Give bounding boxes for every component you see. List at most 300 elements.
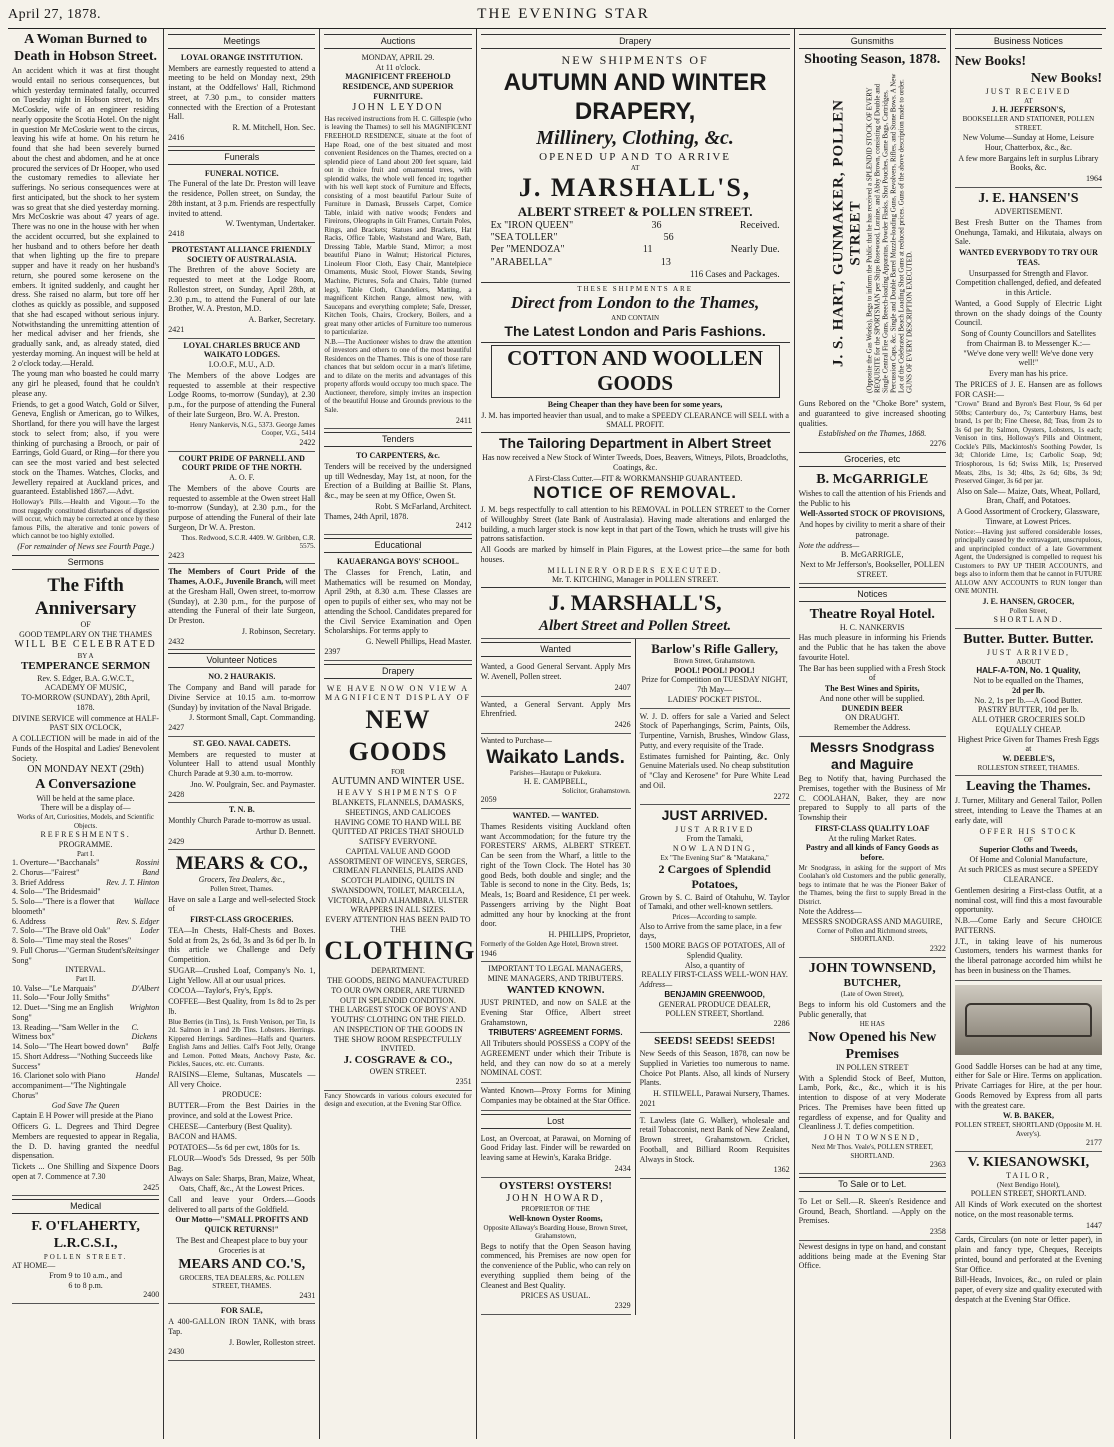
wanted-4-body: Thames Residents visiting Auckland often want Accommodation; for the future try the FORESTERS' ARMS, ALBERT STREET. Can be seen from the Wharf, a little to the right of the Town Clock. The Hotel has 30 good Beds, both double and single; and the Table is second to none in the City. Beds, 1s; Meals, 1s; Board and Residence, £1 per week. Passengers arriving by the Night Boat admitted any hour by knocking at the front door. bbox=[480, 821, 631, 929]
seeds-body: New Seeds of this Season, 1878, can now be Supplied in Varieties too numerous to name. Choice Pot Plants. Also, all kinds of Nursery Plants. bbox=[639, 1049, 790, 1088]
mears-motto: Our Motto—"SMALL PROFITS AND QUICK RETURNS!" bbox=[175, 1215, 309, 1235]
auction-title: MAGNIFICENT FREEHOLD RESIDENCE, AND SUPERIOR FURNITURE. bbox=[342, 72, 454, 101]
shipment-count: 13 bbox=[660, 256, 671, 268]
marshall-millinery: Millinery, Clothing, &c. bbox=[536, 127, 734, 150]
seeds-ad bbox=[640, 1033, 790, 1113]
wanted-5 bbox=[481, 962, 631, 1083]
fancy-showcards: Fancy Showcards in various colours executed for design and execution, at the Evening Star Office. bbox=[324, 1091, 472, 1109]
marshall-name-2: J. MARSHALL'S, bbox=[548, 590, 722, 616]
anniversary-rev: Rev. S. Edger, B.A. G.W.C.T., bbox=[37, 673, 135, 683]
theatre-title: Theatre Royal Hotel. bbox=[809, 606, 935, 622]
jd-ad bbox=[640, 709, 790, 806]
programme-item bbox=[12, 984, 159, 994]
greenwood-landing: NOW LANDING, bbox=[672, 844, 757, 853]
programme-item-title: 8. Solo—"Time may steal the Roses" bbox=[12, 936, 132, 946]
ad-number: 2286 bbox=[773, 1019, 790, 1029]
section-funerals: Funerals bbox=[168, 150, 315, 165]
cards-notice: Cards, Circulars (on note or letter paper), in plain and fancy type, Cheques, Receipts printed, bound and perforated at the Evening Star Office. bbox=[954, 1235, 1103, 1274]
columns bbox=[8, 29, 1106, 1439]
mears-bacon: BACON and HAMS. bbox=[168, 1132, 237, 1142]
cosgrave-street: OWEN STREET. bbox=[369, 1067, 427, 1077]
ad-number: 2426 bbox=[614, 720, 631, 729]
ad-number: 2363 bbox=[929, 1160, 946, 1170]
snodgrass-ad bbox=[799, 737, 946, 958]
jewellery-notice: Friends, to get a good Watch, Gold or Silver, Geneva, English or American, go to Wilkes, Shortland, for there you will have the largest stock to select from; also, if you were thinking of purchasing a Brooch, or pair of Earrings, Gold Guard, or Ring—for there you can see the most varied and best selected stock on the Thames. Watches, Clocks, and Jewellery repaired at Auckland prices, and guaranteed. Established 1867.—Advt. bbox=[12, 399, 160, 497]
doctor-at-home: AT HOME— bbox=[12, 1261, 56, 1271]
jefferson-ad bbox=[955, 51, 1102, 188]
wanted-6-body: Wanted Known—Proxy Forms for Mining Companies may be obtained at the Star Office. bbox=[480, 1086, 631, 1105]
juvenile-ad bbox=[168, 564, 315, 650]
greenwood-also-2: Also, a quantity of bbox=[684, 960, 745, 970]
doctor-hours-1: From 9 to 10 a.m., and bbox=[49, 1270, 123, 1280]
programme-item-title: 15. Short Address—"Nothing Succeeds like Success" bbox=[12, 1051, 153, 1071]
programme-part2: Part II. bbox=[75, 975, 96, 984]
kies-late: (Next Bendigo Hotel), bbox=[997, 1180, 1060, 1189]
deeble-about: ABOUT bbox=[1016, 657, 1041, 666]
court-ad bbox=[168, 452, 315, 565]
ad-number: 2432 bbox=[168, 636, 185, 646]
hansen-wanted-2: Wanted, a Good Supply of Electric Light thrown on the shady doings of the County Council. bbox=[954, 298, 1103, 328]
conv-place: Will be held at the same place. bbox=[36, 793, 135, 803]
programme-item-composer: Rev. S. Edger bbox=[116, 916, 160, 926]
programme-item-composer: Band bbox=[142, 867, 160, 877]
forsale-title: FOR SALE, bbox=[220, 1306, 263, 1316]
snodgrass-corner: Corner of Pollen and Richmond streets, SHORTLAND. bbox=[816, 926, 928, 944]
lawless-ad bbox=[640, 1113, 790, 1180]
mears-always: Always on Sale: Sharps, Bran, Maize, Wheat, Oats, Chaff, &c., At the Lowest Prices. bbox=[168, 1174, 316, 1194]
snodgrass-loaf: FIRST-CLASS QUALITY LOAF bbox=[814, 823, 930, 833]
greenwood-ad bbox=[640, 805, 790, 1032]
court-title: COURT PRIDE OF PARNELL AND COURT PRIDE OF THE NORTH. bbox=[178, 453, 305, 473]
cosgrave-goods: THE GOODS, BEING MANUFACTURED TO OUR OWN ORDER, ARE TURNED OUT IN SPLENDID CONDITION. bbox=[327, 976, 469, 1005]
programme-item bbox=[12, 1071, 159, 1100]
hansen-advert: ADVERTISEMENT. bbox=[994, 207, 1063, 217]
ad-number: 1964 bbox=[1086, 174, 1103, 184]
turner-ad bbox=[955, 776, 1102, 980]
marshall-cases: 116 Cases and Packages. bbox=[689, 268, 780, 279]
wanted-1-body: Wanted, a Good General Servant. Apply Mrs W. Avenell, Pollen street. bbox=[480, 662, 631, 681]
court-body: The Members of the above Courts are requested to assemble at the Owen street Hall to-morrow (Sunday), at 2.30 p.m., for the purpose of attending the Funeral of their late Surgeon, Dr W. A. Preston. bbox=[168, 483, 316, 532]
section-sermons: Sermons bbox=[12, 555, 159, 570]
oyster-prop: PROPRIETOR OF THE bbox=[521, 1205, 590, 1214]
cosgrave-heavy: HEAVY SHIPMENTS OF bbox=[337, 788, 459, 798]
anniversary-celebrated: WILL BE CELEBRATED bbox=[14, 639, 157, 651]
theatre-body: Has much pleasure in informing his Friends and the Public that he has taken the above favourite Hotel. bbox=[798, 633, 946, 662]
theatre-remember: Remember the Address. bbox=[833, 723, 911, 733]
marshall-ad bbox=[481, 51, 790, 639]
programme-item bbox=[12, 878, 159, 888]
townsend-in-pollen: IN POLLEN STREET bbox=[836, 1062, 909, 1072]
hart-rebored: Guns Rebored on the "Choke Bore" system, and guaranteed to give increased shooting qualities. bbox=[798, 399, 946, 428]
marshall-address: ALBERT STREET & POLLEN STREET. bbox=[517, 204, 753, 220]
mears-sub-2: GROCERS, TEA DEALERS, &c. POLLEN STREET, THAMES. bbox=[179, 1273, 305, 1291]
programme-item bbox=[12, 1023, 159, 1043]
ad-number: 2407 bbox=[614, 682, 631, 692]
wanted-3-sol: Solicitor, Grahamstown. bbox=[562, 786, 631, 795]
theatre-bar: The Bar has been supplied with a Fresh Stock of bbox=[798, 663, 946, 683]
seeds-sign: H. STILWELL, Parawai Nursery, Thames. bbox=[653, 1089, 790, 1099]
mcg-note: Note the address— bbox=[798, 540, 860, 550]
mears-cocoa: COCOA—Taylor's, Fry's, Epp's. bbox=[168, 986, 273, 996]
anniversary-of: OF bbox=[80, 619, 91, 629]
townsend-opened: Now Opened his New Premises bbox=[808, 1029, 937, 1062]
ad-number: 2412 bbox=[455, 521, 472, 531]
tolet-ad bbox=[799, 1194, 946, 1241]
mears-title-2: MEARS AND CO.'S, bbox=[178, 1257, 306, 1273]
marshall-ships bbox=[481, 220, 790, 269]
programme-item-composer: Rossini bbox=[135, 858, 160, 868]
cosgrave-largest: THE LARGEST STOCK OF BOYS' AND YOUTHS' CLOTHING ON THE FIELD. bbox=[329, 1005, 467, 1025]
barlow-prize: Prize for Competition on TUESDAY NIGHT, 7th May— bbox=[641, 675, 788, 695]
programme-item-composer: C. Dickens bbox=[131, 1022, 158, 1042]
orange-title: LOYAL ORANGE INSTITUTION. bbox=[180, 52, 303, 62]
deeble-groceries: ALL OTHER GROCERIES SOLD EQUALLY CHEAP. bbox=[971, 715, 1086, 734]
forsale-ad bbox=[168, 1304, 315, 1361]
programme-item-title: 11. Solo—"Four Jolly Smiths" bbox=[12, 993, 110, 1003]
deeble-no2: No. 2, 1s per lb.—A Good Butter. bbox=[974, 695, 1083, 705]
marshall-cheaper: Being Cheaper than they have been for some years, bbox=[547, 399, 723, 409]
column-4 bbox=[481, 639, 636, 1315]
mears-coffee: COFFEE—Best Quality, from 1s 8d to 2s per lb. bbox=[168, 997, 316, 1016]
programme-item-composer: Handel bbox=[135, 1071, 160, 1081]
programme-interval: INTERVAL. bbox=[65, 965, 106, 975]
loyal-sign: Henry Nankervis, N.G., 5373. George James Cooper, V.G., 5414 bbox=[189, 420, 316, 438]
deeble-highest: Highest Price Given for Thames Fresh Eggs at bbox=[957, 734, 1099, 754]
seeds-title: SEEDS! SEEDS! SEEDS! bbox=[654, 1034, 776, 1047]
loyal-ioof: I.O.O.F., M.U., A.D. bbox=[208, 360, 275, 370]
townsend-butcher: BUTCHER, bbox=[843, 976, 901, 989]
greenwood-name: BENJAMIN GREENWOOD, bbox=[664, 989, 765, 999]
barlow-ad bbox=[640, 639, 790, 708]
cosgrave-ad bbox=[324, 681, 476, 1091]
programme-item-composer: Loder bbox=[140, 926, 160, 936]
mears-call: Call and leave your Orders.—Goods delivered to all parts of the Goldfield. bbox=[168, 1194, 316, 1214]
programme-item-title: 14. Solo—"The Heart bowed down" bbox=[12, 1042, 129, 1052]
story-headline: A Woman Burned to Death in Hobson Street. bbox=[14, 32, 158, 65]
ad-number: 2416 bbox=[168, 132, 185, 142]
programme-item bbox=[12, 887, 159, 897]
section-meetings: Meetings bbox=[168, 34, 315, 49]
programme-item bbox=[12, 1042, 159, 1052]
loyal-ad bbox=[168, 339, 315, 452]
marshall-kitching: Mr. T. KITCHING, Manager in POLLEN STREET. bbox=[552, 575, 719, 585]
programme-item-title: 6. Address bbox=[12, 916, 46, 926]
jefferson-booksellers: BOOKSELLER AND STATIONER, POLLEN STREET. bbox=[962, 115, 1095, 132]
anniversary-by: BY A bbox=[77, 651, 94, 660]
programme-item-title: 3. Brief Address bbox=[12, 877, 65, 887]
school-ad bbox=[324, 555, 471, 661]
naval-ad bbox=[168, 737, 315, 804]
ad-number: 2427 bbox=[168, 723, 185, 733]
deeble-pastry: PASTRY BUTTER, 10d per lb. bbox=[978, 705, 1079, 715]
column-2 bbox=[164, 29, 320, 1439]
protestant-title: PROTESTANT ALLIANCE FRIENDLY SOCIETY OF AUSTRALASIA. bbox=[171, 244, 312, 264]
townsend-has: HE HAS bbox=[859, 1020, 885, 1029]
doctor-street: POLLEN STREET. bbox=[43, 1252, 128, 1261]
jefferson-volume: New Volume—Sunday at Home, Leisure Hour, Chatterbox, &c., &c. bbox=[962, 133, 1094, 152]
greenwood-bags: 1500 MORE BAGS OF POTATOES, All of Splendid Quality. bbox=[644, 941, 785, 960]
auction-body: Has received instructions from H. C. Gillespie (who is leaving the Thames) to sell his MAGNIFICENT FREEHOLD RESIDENCE, situate at the foot of Hape Road, one of the best situated and most convenient Residences on the Thames, erected on a splendid piece of Land about 200 feet square, laid out in choice fruit and ornamental trees, with splendid walks, the whole well fenced in; together with his well kept stock of Furniture and Effects, consisting of a most beautiful Parlour Suite of Furniture in Damask, Brussels Carpet, Cornice Table, inlaid with native woods; Fenders and Fireirons, Oleographs in Gilt Frames, Curtain Poles, Rings, and Brackets; Statues and Brackets, Hat Racks, Office Table, Washstand and Ware, Bath, Dressing Table, Marble Stand, Mirror; a most beautiful Piano in Walnut; Historical Pictures, Linoleum Floor Cloth, Easy Chair, Mantelpiece Ornaments, Music Stool, Flower Stands, Sewing Machine, Pictures, Sofa and Chairs, Table (turned legs), Table Cloth, Chandeliers, Matting, a magnificent Kitchen Range, almost new, with Saucepans and everything complete; Safe, Dresser, Kitchen Tools, Chairs, Crockery, Boilers, and a great many other articles of Furniture too numerous to particularize. bbox=[324, 114, 472, 337]
wanted-1 bbox=[481, 659, 631, 696]
hansen-every: Every man has his price. bbox=[988, 369, 1068, 379]
greenwood-cargoes: 2 Cargoes of Splendid Potatoes, bbox=[658, 862, 771, 891]
snodgrass-note: Mr Snodgrass, in asking for the support of Mrs Coolahan's old Customers and the public generally, begs to intimate that he was the Pioneer Baker of the Thames, being the first to supply Bread in the District. bbox=[798, 863, 946, 906]
oyster-rooms: Well-known Oyster Rooms, bbox=[508, 1213, 603, 1223]
mears-potatoes: POTATOES—5s 6d per cwt, 180s for 1s. bbox=[168, 1143, 300, 1153]
mears-produce: PRODUCE: bbox=[222, 1090, 262, 1100]
lawless-body: T. Lawless (late G. Walker), wholesale and retail Tobacconist, next Bank of New Zealand, Brown street, Grahamstown. Cricket, Football, and Billiard Room Requisites Always in Stock. bbox=[639, 1115, 790, 1164]
ad-number: 1362 bbox=[773, 1165, 790, 1175]
theatre-ad bbox=[799, 604, 946, 737]
programme-item-composer: D'Albert bbox=[131, 983, 160, 993]
mcg-title: B. McGARRIGLE bbox=[816, 471, 929, 487]
mears-best: The Best and Cheapest place to buy your Groceries is at bbox=[176, 1235, 308, 1255]
wanted-6 bbox=[481, 1083, 631, 1111]
column-1 bbox=[8, 29, 164, 1439]
wanted-2 bbox=[481, 697, 631, 734]
townsend-late: (Late of Owen Street), bbox=[840, 990, 904, 999]
cosgrave-season: AUTUMN AND WINTER USE. bbox=[331, 776, 465, 788]
shipment-vessel: "SEA TOLLER" bbox=[490, 232, 558, 244]
jefferson-at: AT bbox=[1024, 96, 1033, 105]
column-3 bbox=[320, 29, 476, 1439]
tnb-body: Monthly Church Parade to-morrow as usual. bbox=[168, 816, 311, 826]
mears-butter: BUTTER—From the Best Dairies in the province, and sold at the Lowest Price. bbox=[168, 1101, 316, 1120]
tender-date: Thames, 24th April, 1878. bbox=[324, 511, 409, 521]
cosgrave-clothing: CLOTHING bbox=[324, 935, 476, 965]
marshall-autumn: AUTUMN AND WINTER DRAPERY, bbox=[503, 68, 767, 125]
hansen-title: J. E. HANSEN'S bbox=[978, 190, 1079, 206]
auction-nb: N.B.—The Auctioneer wishes to draw the attention of investors and others to one of the most beautiful Residences on the Thames. This is one of those rare chances that but seldom occur in a man's lifetime, and to dilate on the merits and advantages of this property affords would occupy too much space. The Auctioneer, therefore, simply invites an inspection of the beautiful House and Grounds previous to the Sale. bbox=[324, 337, 472, 414]
theatre-name: H. C. NANKERVIS bbox=[839, 622, 905, 632]
deeble-title: Butter. Butter. Butter. bbox=[963, 631, 1094, 647]
ad-number: 2021 bbox=[639, 1098, 656, 1108]
section-drapery-main: Drapery bbox=[481, 34, 790, 49]
programme-part1: Part I. bbox=[77, 849, 95, 858]
ad-number: 2418 bbox=[168, 229, 185, 239]
orange-sign: R. M. Mitchell, Hon. Sec. bbox=[232, 123, 316, 133]
conv-works: Works of Art, Curiosities, Models, and Scientific Objects. bbox=[17, 813, 155, 830]
wanted-5-body: JUST PRINTED, and now on SALE at the Evening Star Office, Albert street Grahamstown, bbox=[480, 998, 631, 1027]
programme-item-composer: Reitsinger bbox=[126, 945, 160, 955]
programme-item bbox=[12, 868, 159, 878]
cosgrave-inspection: AN INSPECTION OF THE GOODS IN THE SHOW ROOM RESPECTFULLY INVITED. bbox=[333, 1024, 463, 1054]
anniversary-title: The Fifth Anniversary bbox=[34, 574, 137, 619]
tolet-body: To Let or Sell.—R. Skeen's Residence and Ground, Beach, Shortland. —Apply on the Premises. bbox=[798, 1196, 946, 1226]
juvenile-sign: J. Robinson, Secretary. bbox=[241, 626, 316, 636]
turner-home: Of Home and Colonial Manufacture, bbox=[969, 854, 1088, 864]
ad-number: 2431 bbox=[299, 1290, 316, 1300]
programme-queen: God Save The Queen bbox=[51, 1100, 120, 1110]
wanted-3 bbox=[481, 734, 631, 809]
anniversary-date: TO-MORROW (SUNDAY), 28th April, 1878. bbox=[21, 693, 150, 712]
baker-saddle: Good Saddle Horses can be had at any time, either for Sale or Hire. Terms on application. Private Carriages for Hire, at the per hour. Goods Removed by Express from all parts with the greatest care. bbox=[954, 1061, 1103, 1110]
turner-gentlemen: Gentlemen desiring a First-class Outfit, at a nominal cost, will find this a most favourable opportunity. bbox=[954, 885, 1103, 915]
wanted-4-title: WANTED. — WANTED. bbox=[512, 811, 599, 821]
tnb-sign: Arthur D. Bennett. bbox=[255, 826, 316, 836]
section-medical: Medical bbox=[12, 1199, 159, 1214]
townsend-next: Next Mr Thos. Veale's, POLLEN STREET, SHORTLAND. bbox=[811, 1142, 933, 1160]
anniversary-service: DIVINE SERVICE will commence at HALF-PAST SIX O'CLOCK, bbox=[12, 713, 159, 733]
hansen-prices-body: "Crown" Brand and Byron's Best Flour, 9s 6d per 50lbs; Canterbury do., 7s; Canterbury Hams, best brand, 1s per lb; Fine Cheese, 8d; Teas, from 2s to 3s 6d per lb; Salmon, Oysters, Lobsters, 1s each; Venison in tins, Holloway's Pills and Ointment, Cockle's Pills, Mackintosh's Soothing Powder, 1s 3d; Chloride Lime, 1s; Carbolic Soap, 9d; Triosphorous, 1s 6d; Swiss Milk, 1s; Preserved Meats, 2lbs, 1s 3d; 4lbs, 2s 6d; 6lbs, 3s 9d; Preserved Ginger, 3s 6d per jar. bbox=[954, 400, 1103, 486]
forsale-body: A 400-GALLON IRON TANK, with brass Tap. bbox=[168, 1317, 316, 1336]
oyster-ad bbox=[481, 1178, 631, 1315]
greenwood-tamaki: From the Tamaki, bbox=[686, 834, 744, 844]
anniversary-sermon: TEMPERANCE SERMON bbox=[20, 660, 151, 673]
shipment-row bbox=[481, 220, 790, 232]
ad-number: 2351 bbox=[455, 1077, 472, 1087]
oyster-title: OYSTERS! OYSTERS! bbox=[499, 1179, 612, 1192]
funeral-body: The Funeral of the late Dr. Preston will leave the residence, Pollen street, on Sunday, the 28th instant, at 3 p.m. Friends are respectfully invited to attend. bbox=[168, 179, 316, 218]
ad-number: 2429 bbox=[168, 836, 185, 846]
barlow-prize-2: LADIES' POCKET PISTOL. bbox=[667, 694, 762, 704]
holloway-notice: Holloway's Pills.—Health and Vigour.—To the most ruggedly constituted disturbances of digestion will occur, which may be corrected at once by these famous Pills, the alterative and tonic powers of which cannot be too highly extolled. bbox=[12, 498, 160, 541]
cosgrave-list: BLANKETS, FLANNELS, DAMASKS, SHEETINGS, AND CALICOES bbox=[332, 798, 464, 817]
shipment-status: Received. bbox=[739, 220, 780, 232]
wanted-5-text: All Tributers should POSSESS a COPY of the AGREEMENT under which their Tribute is held, and they can now do so at a merely NOMINAL COST. bbox=[480, 1039, 631, 1078]
theatre-none: And none other will be supplied. bbox=[819, 693, 925, 703]
cosgrave-for: FOR bbox=[391, 767, 405, 776]
shipment-vessel: "ARABELLA" bbox=[490, 256, 553, 268]
wanted-5-important: IMPORTANT TO LEGAL MANAGERS, MINE MANAGERS, AND TRIBUTERS. bbox=[487, 964, 624, 984]
masthead-title: THE EVENING STAR bbox=[477, 6, 650, 22]
greenwood-gen: GENERAL PRODUCE DEALER, bbox=[658, 999, 771, 1009]
forsale-sign: J. Bowler, Rolleston street. bbox=[229, 1337, 316, 1347]
shipment-count: 36 bbox=[651, 220, 662, 232]
programme-item-title: 13. Reading—"Sam Weller in the Witness box" bbox=[12, 1022, 120, 1042]
mears-first: FIRST-CLASS GROCERIES. bbox=[190, 915, 294, 925]
cosgrave-dept: DEPARTMENT. bbox=[370, 966, 425, 976]
medical-ad bbox=[12, 1216, 159, 1304]
section-business: Business Notices bbox=[955, 34, 1102, 49]
mears-misc: Blue Berries (in Tins), 1s. Fresh Venison, per Tin, 1s 2d. Salmon in 1 and 2lb Tins. Lobsters. Herrings. Kippered Herrings. Sardines—Halfs and Quarters. English Jams and Jellies. Calf's Foot Jelly, Orange and Lemon. Potted Meats, Anchovy Paste, &c. Pickles, Sauces, etc. etc. Currants. bbox=[168, 1017, 316, 1069]
auction-date: MONDAY, APRIL 29. bbox=[361, 52, 435, 62]
anniversary-lodge: GOOD TEMPLARY ON THE THAMES bbox=[19, 629, 153, 639]
shipment-vessel: Ex "IRON QUEEN" bbox=[490, 220, 574, 232]
shipment-count: 56 bbox=[663, 232, 674, 244]
hart-title: J. S. HART, GUNMAKER, POLLEN STREET bbox=[830, 99, 865, 368]
shipment-status: Nearly Due. bbox=[730, 244, 780, 256]
marshall-tailoring-body: Has now received a New Stock of Winter Tweeds, Does, Beavers, Witneys, Pilots, Broadcloths, Coatings, &c. bbox=[482, 453, 789, 472]
programme-item-title: 12. Duet—"Sing me an English Song" bbox=[12, 1003, 114, 1022]
greenwood-arrived: JUST ARRIVED. bbox=[661, 807, 768, 824]
jefferson-newbooks: New Books! bbox=[954, 53, 1026, 69]
ad-number: 2430 bbox=[168, 1347, 185, 1357]
turner-superior: Superior Cloths and Tweeds, bbox=[979, 844, 1078, 854]
naval-title: ST. GEO. NAVAL CADETS. bbox=[193, 738, 291, 748]
hart-rotated-ad bbox=[799, 68, 946, 398]
theatre-wines: The Best Wines and Spirits, bbox=[824, 684, 920, 694]
ad-number: 1447 bbox=[1086, 1220, 1103, 1230]
shipment-row bbox=[481, 257, 790, 269]
turner-nb: N.B.—Come Early and Secure CHOICE PATTERNS. bbox=[954, 916, 1103, 935]
auctioneer: JOHN LEYDON bbox=[352, 101, 444, 113]
ad-number: 2177 bbox=[1086, 1138, 1103, 1148]
juvenile-body: will meet at the Gresham Hall, Owen street, to-morrow (Sunday), at 2.30 p.m., for the purpose of attending the Funeral of their late Surgeon, Dr Preston. bbox=[168, 577, 316, 626]
hauraki-sign: J. Stormont Small, Capt. Commanding. bbox=[189, 713, 316, 723]
jd-estimates: Estimates furnished for Painting, &c. Only Genuine Materials used. No cheap substitution of "Clay and Kerosene" for Pure White Lead and Oil. bbox=[639, 751, 790, 790]
wanted-3-name: H. E. CAMPBELL, bbox=[523, 777, 588, 787]
mcg-next: Next to Mr Jefferson's, Bookseller, POLLEN STREET. bbox=[800, 560, 945, 579]
cosgrave-attention: EVERY ATTENTION HAS BEEN PAID TO THE bbox=[325, 915, 471, 934]
programme-item-composer: Wrighton bbox=[129, 1003, 160, 1013]
programme-item-title: 1. Overture—"Bacchanals" bbox=[12, 858, 100, 868]
drapery-subcolumns bbox=[481, 639, 790, 1315]
programme-item bbox=[12, 946, 159, 966]
greenwood-prices: Prices—According to sample. bbox=[672, 913, 757, 922]
oyster-howard: JOHN HOWARD, bbox=[506, 1193, 605, 1205]
deeble-halfton: HALF-A-TON, No. 1 Quality, bbox=[976, 666, 1081, 676]
hauraki-body: The Company and Band will parade for Divine Service at 10.15 a.m. to-morrow (Sunday) by invitation of the Naval Brigade. bbox=[168, 683, 316, 712]
protestant-body: The Brethren of the above Society are requested to meet at the Lodge Room, Rolleston street, on Sunday, April 28th, at 2.30 p.m., to attend the Funeral of our late Brother, W. A. Preston, M.D. bbox=[168, 265, 316, 314]
remainder-note: (For remainder of News see Fourth Page.) bbox=[17, 541, 154, 551]
turner-prices: At such PRICES as must secure a SPEEDY CLEARANCE. bbox=[958, 865, 1099, 885]
school-body: The Classes for French, Latin, and Mathematics will be resumed on Monday, April 29th, at 8.30 a.m. These Classes are open to pupils of either sex, who may not be attending the School. Candidates prepared for the Civil Service Examination and Open Scholarships. For terms apply to bbox=[324, 567, 472, 636]
mears-title: MEARS & CO., bbox=[175, 853, 308, 875]
deeble-2d: 2d per lb. bbox=[1012, 685, 1045, 695]
baker-name: W. B. BAKER, bbox=[1002, 1111, 1054, 1121]
greenwood-hay: REALLY FIRST-CLASS WELL-WON HAY. bbox=[641, 970, 788, 980]
section-sale: To Sale or to Let. bbox=[799, 1177, 946, 1192]
wanted-4-former: Formerly of the Golden Age Hotel, Brown street. bbox=[480, 939, 619, 948]
conv-title: A Conversazione bbox=[35, 777, 136, 793]
carriage-engraving bbox=[955, 985, 1102, 1055]
wanted-3-sub: Parishes—Hautapu or Pukekura. bbox=[509, 768, 602, 777]
marshall-latest: The Latest London and Paris Fashions. bbox=[504, 322, 766, 339]
hansen-pollen: Pollen Street, bbox=[1009, 606, 1048, 615]
turner-of: OF bbox=[1023, 836, 1033, 845]
wanted-5-title: WANTED KNOWN. bbox=[506, 983, 605, 996]
wanted-3-title: Wanted to Purchase— bbox=[480, 735, 552, 745]
jefferson-just: JUST RECEIVED bbox=[985, 87, 1072, 97]
turner-title: Leaving the Thames. bbox=[966, 779, 1091, 795]
naval-sign: Jno. W. Poulgrain, Sec. and Paymaster. bbox=[190, 779, 316, 789]
greenwood-address: Address— bbox=[639, 980, 673, 990]
jefferson-bargains: A few more Bargains left in surplus Library Books, &c. bbox=[958, 153, 1099, 173]
column-drapery bbox=[477, 29, 795, 1439]
shooting-title: Shooting Season, 1878. bbox=[804, 51, 941, 67]
column-6 bbox=[795, 29, 951, 1439]
lost-ad bbox=[481, 1131, 631, 1178]
cosgrave-name: J. COSGRAVE & CO., bbox=[343, 1054, 453, 1067]
wanted-4-sign: H. PHILLIPS, Proprietor, bbox=[548, 930, 631, 940]
section-volunteer: Volunteer Notices bbox=[168, 653, 315, 668]
townsend-body: Begs to inform his old Customers and the Public generally, that bbox=[798, 999, 946, 1019]
marshall-opened: OPENED UP AND TO ARRIVE bbox=[539, 150, 732, 163]
hauraki-ad bbox=[168, 670, 315, 737]
shipment-row bbox=[481, 232, 790, 244]
ad-number: 2422 bbox=[299, 437, 316, 447]
programme-item-title: 9. Full Chorus—"German Student's Song" bbox=[12, 945, 127, 965]
programme-item bbox=[12, 858, 159, 868]
section-gunsmiths: Gunsmiths bbox=[799, 34, 946, 49]
ad-number: 2329 bbox=[614, 1301, 631, 1311]
programme-item-title: 10. Valse—"Le Marquais" bbox=[12, 983, 97, 993]
marshall-removal-body: J. M. begs respectfully to call attention to his REMOVAL in POLLEN STREET to the Corner of Willoughby Street (late Bank of Australasia). Having made alterations and enlarged the building, a much larger stock is now kept in that part of the Town, which he trusts will give his patrons satisfaction. bbox=[480, 505, 790, 544]
wanted-5-tributers: TRIBUTERS' AGREEMENT FORMS. bbox=[488, 1028, 623, 1038]
school-sign: G. Newell Phillips, Head Master. bbox=[365, 637, 472, 647]
programme-item-title: 5. Solo—"There is a flower that bloometh" bbox=[12, 897, 115, 916]
doctor-hours-2: 6 to 8 p.m. bbox=[68, 1280, 103, 1290]
marshall-removal: NOTICE OF REMOVAL. bbox=[533, 483, 737, 503]
column-7 bbox=[951, 29, 1106, 1439]
barlow-addr: Brown Street, Grahamstown. bbox=[673, 657, 756, 666]
snodgrass-addr: Note the Address— bbox=[798, 907, 862, 917]
orange-body: Members are earnestly requested to attend a meeting to be held on Monday next, 29th instant, at the Oddfellows' Hall, Richmond street, at 7.30 p.m., to consider matters connected with the Erection of a Protestant Hall. bbox=[168, 63, 316, 122]
column-5 bbox=[636, 639, 790, 1315]
marshall-plain: All Goods are marked by himself in Plain Figures, at the Lowest price—the same for both houses. bbox=[480, 545, 790, 564]
ad-number: 2423 bbox=[168, 550, 185, 560]
